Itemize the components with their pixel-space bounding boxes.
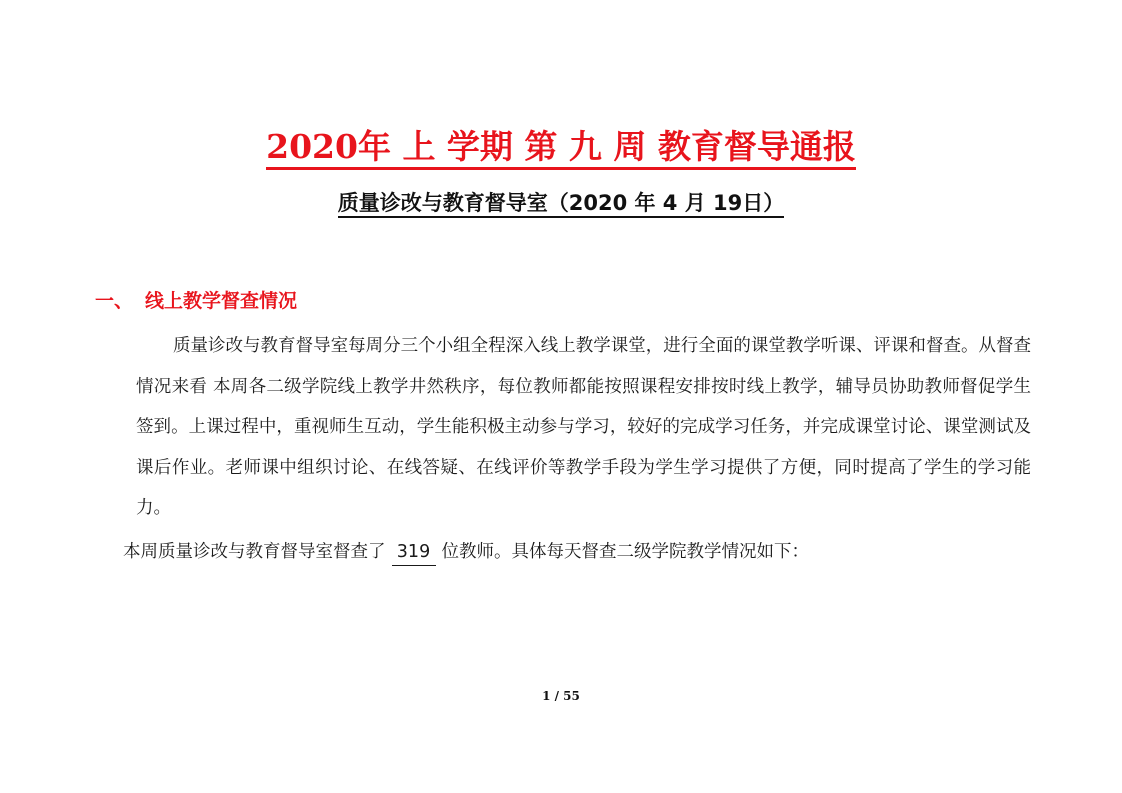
report-subtitle [0,186,1122,220]
section-number: 一、 [95,290,134,312]
body-paragraph: 质量诊改与教育督导室每周分三个小组全程深入线上教学课堂，进行全面的课堂教学听课、评课和督查。从督查情况来看 本周各二级学院线上教学井然秩序，每位教师都能按照课程安排按时线上教学，辅导员协助教师督促学生签到。上课过程中，重视师生互动，学生能积极主动参与学习，较好的完成学习任务，并完成课堂讨论、课堂测试及课后作业。老师课中组织讨论、在线答疑、在线评价等教学手段为学生学习提供了方便，同时提高了学生的学习能力。 [136,336,1031,518]
report-title-text: 2020年 上 学期 第 九 周 教育督导通报 [266,127,856,170]
summary-suffix: 位教师。具体每天督查二级学院教学情况如下： [441,542,809,562]
page-number: 1 / 55 [542,689,580,703]
section-title: 线上教学督查情况 [145,290,298,312]
section-heading [95,286,297,316]
summary-prefix: 本周质量诊改与教育督导室督查了 [123,542,386,562]
teacher-count: 319 [392,539,436,566]
summary-line [123,535,809,569]
report-title [0,124,1122,170]
report-subtitle-text: 质量诊改与教育督导室（2020 年 4 月 19日） [338,191,785,218]
